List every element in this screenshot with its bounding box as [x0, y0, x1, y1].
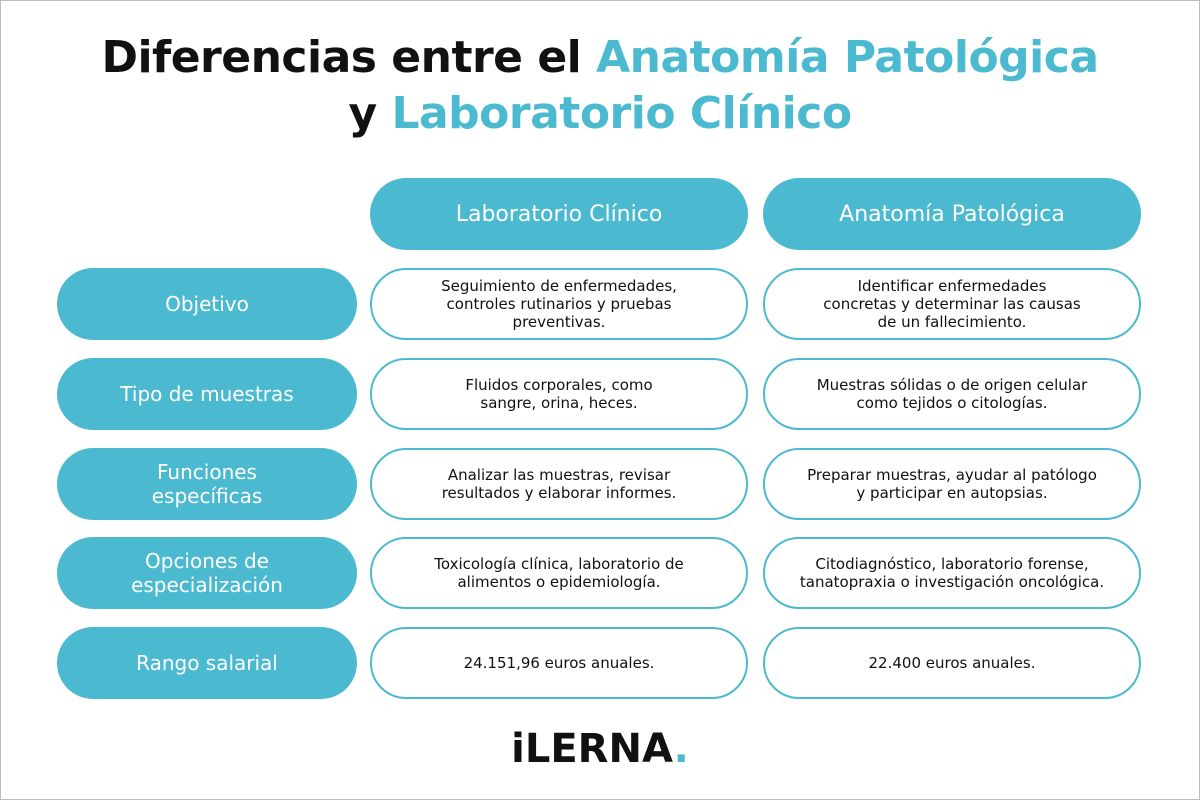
ilerna-logo	[0, 726, 1200, 772]
cell-laboratorio-objetivo: Seguimiento de enfermedades, controles rutinarios y pruebas preventivas.	[370, 268, 748, 340]
cell-laboratorio-funciones: Analizar las muestras, revisar resultados y elaborar informes.	[370, 448, 748, 520]
column-header-laboratorio: Laboratorio Clínico	[370, 178, 748, 250]
row-label-tipo-muestras: Tipo de muestras	[57, 358, 357, 430]
row-label-funciones: Funciones específicas	[57, 448, 357, 520]
page-title	[0, 30, 1200, 142]
title-highlight-laboratorio: Laboratorio Clínico	[391, 88, 852, 139]
cell-laboratorio-salario: 24.151,96 euros anuales.	[370, 627, 748, 699]
column-header-anatomia: Anatomía Patológica	[763, 178, 1141, 250]
row-label-rango-salarial: Rango salarial	[57, 627, 357, 699]
cell-anatomia-tipo-muestras: Muestras sólidas o de origen celular como tejidos o citologías.	[763, 358, 1141, 430]
title-middle: y	[348, 88, 392, 139]
cell-anatomia-especializacion: Citodiagnóstico, laboratorio forense, tanatopraxia o investigación oncológica.	[763, 537, 1141, 609]
cell-laboratorio-especializacion: Toxicología clínica, laboratorio de alimentos o epidemiología.	[370, 537, 748, 609]
cell-anatomia-objetivo: Identificar enfermedades concretas y determinar las causas de un fallecimiento.	[763, 268, 1141, 340]
title-prefix: Diferencias entre el	[101, 32, 597, 83]
cell-anatomia-funciones: Preparar muestras, ayudar al patólogo y participar en autopsias.	[763, 448, 1141, 520]
logo-dot: .	[673, 726, 689, 772]
row-label-especializacion: Opciones de especialización	[57, 537, 357, 609]
cell-anatomia-salario: 22.400 euros anuales.	[763, 627, 1141, 699]
cell-laboratorio-tipo-muestras: Fluidos corporales, como sangre, orina, heces.	[370, 358, 748, 430]
row-label-objetivo: Objetivo	[57, 268, 357, 340]
logo-text: iLERNA	[511, 726, 674, 772]
title-highlight-anatomia: Anatomía Patológica	[596, 32, 1099, 83]
